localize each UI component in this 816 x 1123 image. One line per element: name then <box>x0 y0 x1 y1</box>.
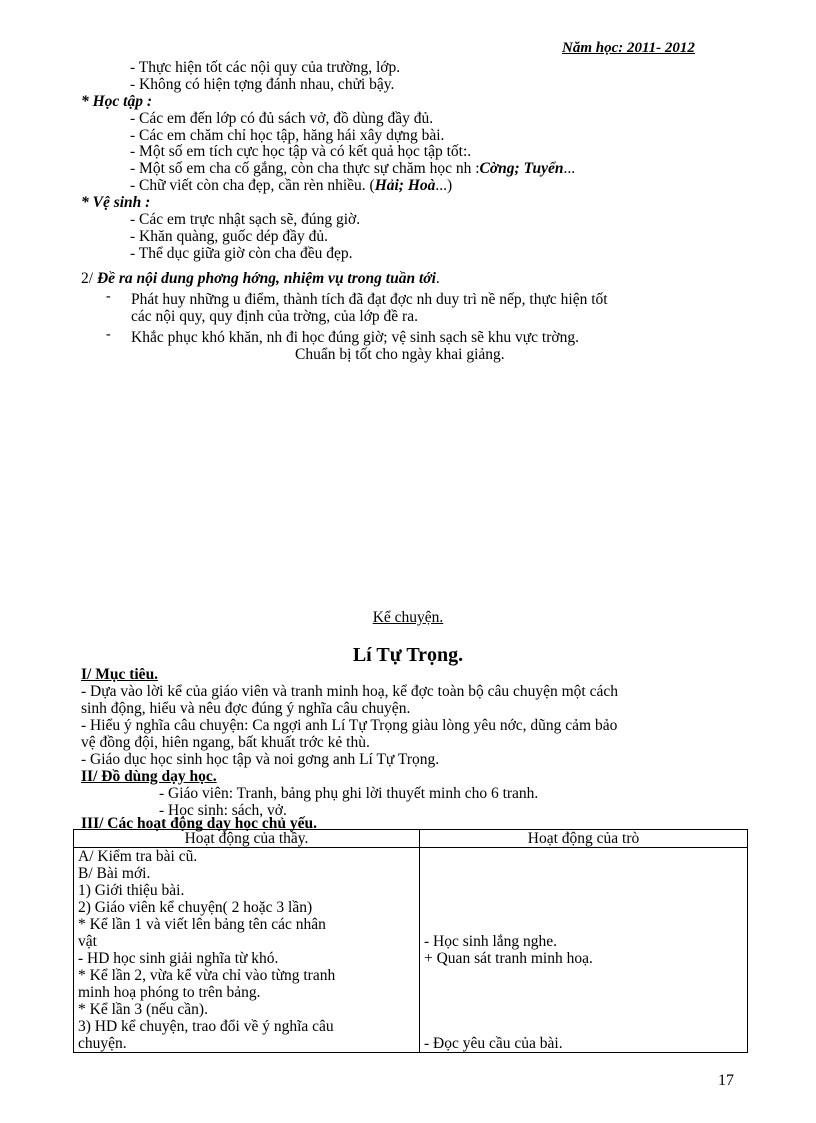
task-item: Phát huy những u điểm, thành tích đã đạt đợc nh duy trì nề nếp, thực hiện tốt <box>131 291 608 308</box>
section-2-heading: 2/ Đề ra nội dung phơng hớng, nhiệm vụ trong tuần tới. <box>81 270 440 287</box>
teacher-activity: 3) HD kể chuyện, trao đổi về ý nghĩa câu <box>78 1018 334 1035</box>
student-activity: - Đọc yêu cầu của bài. <box>424 1035 563 1052</box>
teacher-activity: * Kể lần 2, vừa kể vừa chỉ vào từng tranh <box>78 967 336 984</box>
student-names: Hải; Hoà <box>374 177 436 194</box>
teacher-activity: 2) Giáo viên kể chuyện( 2 hoặc 3 lần) <box>78 899 313 916</box>
student-activity <box>424 984 743 1001</box>
teacher-activity: A/ Kiểm tra bài cũ. <box>78 848 198 865</box>
materials-line: - Giáo viên: Tranh, bảng phụ ghi lời thuyết minh cho 6 tranh. <box>159 785 539 802</box>
hoc-tap-item: - Một số em cha cố gắng, còn cha thực sự chăm học nh :Cờng; Tuyển... <box>130 160 576 177</box>
student-column-header: Hoạt động của trò <box>420 830 748 848</box>
student-activity <box>424 882 743 899</box>
student-activity <box>424 1018 743 1035</box>
page-number: 17 <box>718 1072 734 1089</box>
teacher-activity: vật <box>78 933 97 950</box>
teacher-activity: 1) Giới thiệu bài. <box>78 882 185 899</box>
activities-table <box>73 829 748 1053</box>
teacher-activity: * Kể lần 3 (nếu cần). <box>78 1001 208 1018</box>
teacher-column-header: Hoạt động của thầy. <box>74 830 420 848</box>
school-year-header: Năm học: 2011- 2012 <box>562 40 695 56</box>
hoc-tap-item: - Một số em tích cực học tập và có kết quả học tập tốt:. <box>130 143 472 160</box>
table-row <box>74 848 748 1053</box>
student-names: Cờng; Tuyển <box>479 160 564 177</box>
ve-sinh-item: - Các em trực nhật sạch sẽ, đúng giờ. <box>130 211 361 228</box>
materials-heading: II/ Đồ dùng dạy học. <box>81 768 217 785</box>
subject-label: Kể chuyện. <box>372 609 444 626</box>
student-activity <box>424 967 743 984</box>
student-activity: + Quan sát tranh minh hoạ. <box>424 950 593 967</box>
teacher-activities-cell <box>74 848 420 1053</box>
student-activity <box>424 848 743 865</box>
hoc-tap-heading: * Học tập : <box>81 93 153 110</box>
table-header-row <box>74 830 748 848</box>
teacher-activity: chuyện. <box>78 1035 127 1052</box>
bullet: - <box>106 327 111 342</box>
hoc-tap-item: - Chữ viết còn cha đẹp, cần rèn nhiều. (Hải; Hoà...) <box>130 177 453 194</box>
activities-heading: III/ Các hoạt động dạy học chủ yếu. <box>81 815 317 832</box>
rule-item: - Không có hiện tợng đánh nhau, chửi bậy. <box>130 76 395 93</box>
task-item: Khắc phục khó khăn, nh đi học đúng giờ; vệ sinh sạch sẽ khu vực trờng. <box>131 329 579 346</box>
task-item-cont: các nội quy, quy định của trờng, của lớp đề ra. <box>131 308 418 325</box>
ve-sinh-item: - Khăn quàng, guốc dép đầy đủ. <box>130 228 329 245</box>
objective-line: - Giáo dục học sinh học tập và noi gơng anh Lí Tự Trọng. <box>81 751 440 768</box>
student-activity <box>424 899 743 916</box>
task-item-cont: Chuẩn bị tốt cho ngày khai giảng. <box>295 346 505 363</box>
student-activity <box>424 865 743 882</box>
objectives-heading: I/ Mục tiêu. <box>81 666 159 683</box>
objective-line: sinh động, hiểu và nêu đợc đúng ý nghĩa câu chuyện. <box>81 700 411 717</box>
hoc-tap-item: - Các em đến lớp có đủ sách vở, đồ dùng đầy đủ. <box>130 110 434 127</box>
objective-line: vệ đồng đội, hiên ngang, bất khuất trớc kẻ thù. <box>81 734 370 751</box>
hoc-tap-item: - Các em chăm chỉ học tập, hăng hái xây dựng bài. <box>130 127 445 144</box>
teacher-activity: B/ Bài mới. <box>78 865 151 882</box>
student-activity <box>424 916 743 933</box>
materials-line: - Học sinh: sách, vở. <box>159 802 287 819</box>
teacher-activity: * Kể lần 1 và viết lên bảng tên các nhân <box>78 916 326 933</box>
teacher-activity: - HD học sinh giải nghĩa từ khó. <box>78 950 279 967</box>
lesson-title: Lí Tự Trọng. <box>352 644 464 666</box>
objective-line: - Dựa vào lời kể của giáo viên và tranh minh hoạ, kể đợc toàn bộ câu chuyện một cách <box>81 683 618 700</box>
teacher-activity: minh hoạ phóng to trên bảng. <box>78 984 261 1001</box>
ve-sinh-item: - Thể dục giữa giờ còn cha đều đẹp. <box>130 245 353 262</box>
student-activity: - Học sinh lắng nghe. <box>424 933 558 950</box>
ve-sinh-heading: * Vệ sinh : <box>81 194 151 211</box>
objective-line: - Hiểu ý nghĩa câu chuyện: Ca ngợi anh Lí Tự Trọng giàu lòng yêu nớc, dũng cảm bảo <box>81 717 618 734</box>
rule-item: - Thực hiện tốt các nội quy của trường, lớp. <box>130 59 401 76</box>
bullet: - <box>106 289 111 304</box>
student-activity <box>424 1001 743 1018</box>
student-activities-cell <box>420 848 748 1053</box>
